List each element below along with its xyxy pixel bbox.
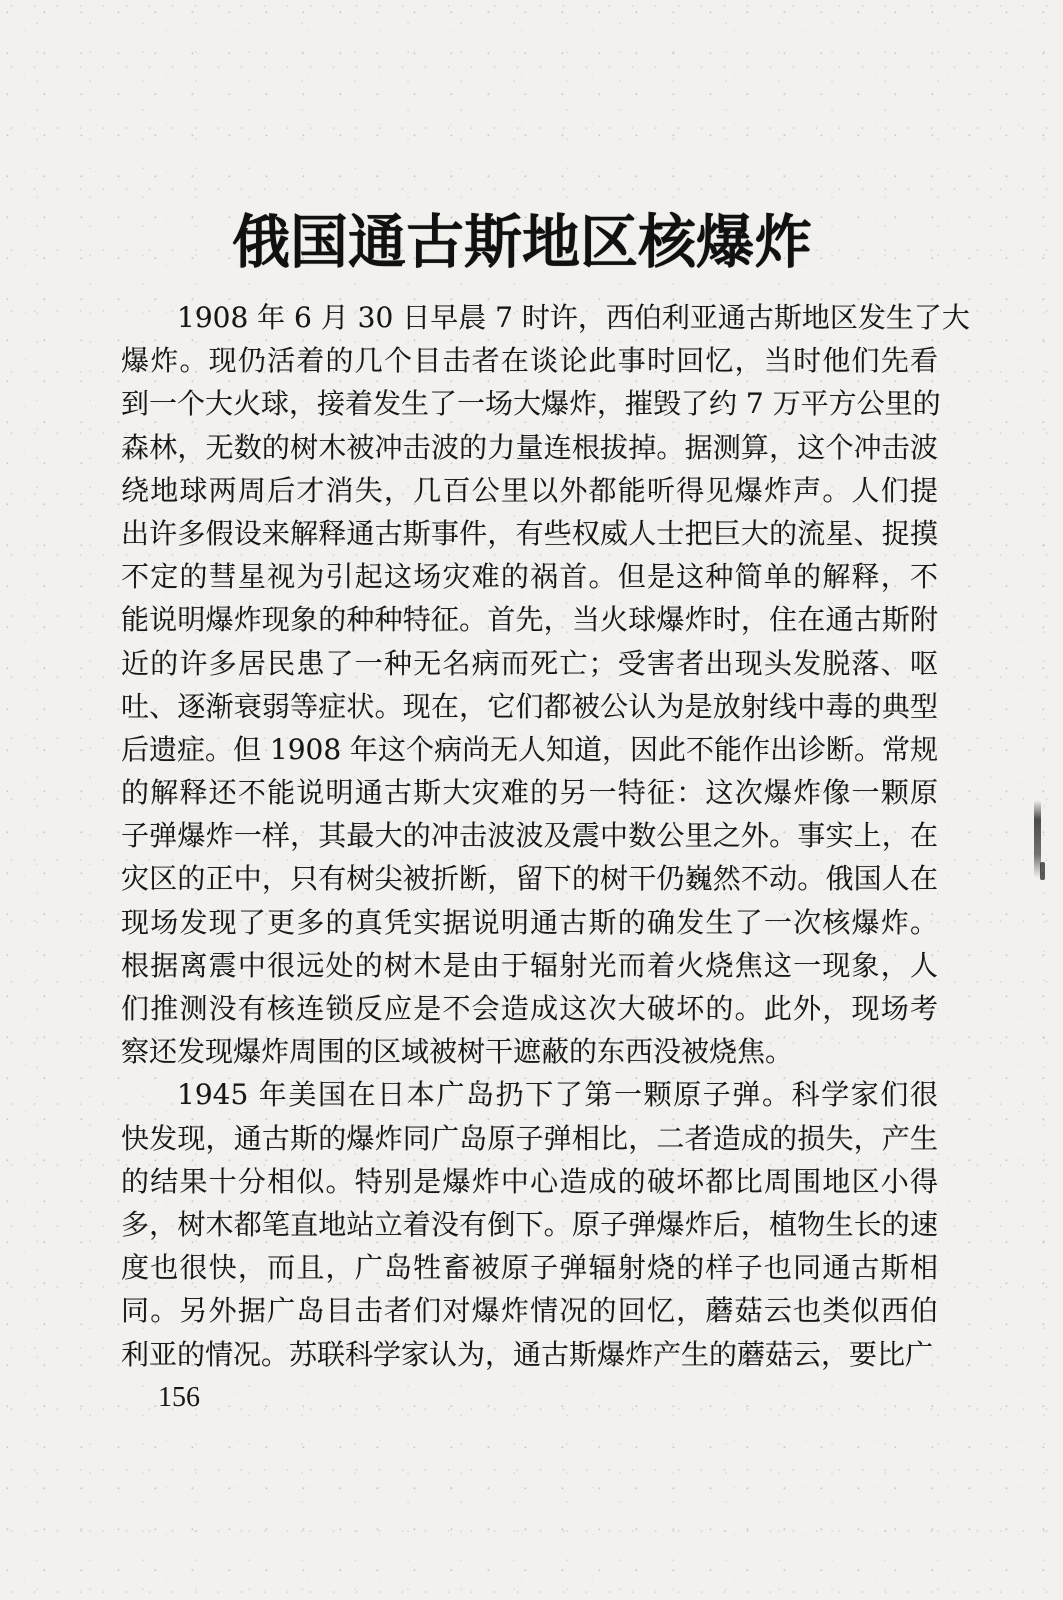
paragraph	[121, 1073, 938, 1375]
text-line: 现场发现了更多的真凭实据说明通古斯的确发生了一次核爆炸。	[121, 905, 938, 939]
text-line: 能说明爆炸现象的种种特征。首先，当火球爆炸时，住在通古斯附	[121, 603, 938, 637]
text-line: 多，树木都笔直地站立着没有倒下。原子弹爆炸后，植物生长的速	[121, 1207, 938, 1241]
text-line: 灾区的正中，只有树尖被折断，留下的树干仍巍然不动。俄国人在	[121, 862, 938, 896]
text-line: 的结果十分相似。特别是爆炸中心造成的破坏都比周围地区小得	[121, 1164, 938, 1198]
chapter-title: 俄国通古斯地区核爆炸	[231, 207, 812, 276]
text-line: 绕地球两周后才消失，几百公里以外都能听得见爆炸声。人们提	[121, 473, 938, 507]
text-line: 根据离震中很远处的树木是由于辐射光而着火烧焦这一现象，人	[121, 948, 938, 982]
text-line: 利亚的情况。苏联科学家认为，通古斯爆炸产生的蘑菇云，要比广	[121, 1337, 934, 1371]
text-line: 的解释还不能说明通古斯大灾难的另一特征：这次爆炸像一颗原	[121, 776, 938, 810]
text-line: 出许多假设来解释通古斯事件，有些权威人士把巨大的流星、捉摸	[121, 516, 938, 550]
text-line: 到一个大火球，接着发生了一场大爆炸，摧毁了约 7 万平方公里的	[121, 387, 941, 421]
text-line: 度也很快，而且，广岛牲畜被原子弹辐射烧的样子也同通古斯相	[121, 1251, 938, 1285]
text-line: 吐、逐渐衰弱等症状。现在，它们都被公认为是放射线中毒的典型	[121, 689, 938, 723]
paragraph	[121, 296, 970, 1073]
text-line: 爆炸。现仍活着的几个目击者在谈论此事时回忆，当时他们先看	[121, 344, 938, 378]
text-line: 后遗症。但 1908 年这个病尚无人知道，因此不能作出诊断。常规	[121, 732, 939, 766]
text-line: 森林，无数的树木被冲击波的力量连根拔掉。据测算，这个冲击波	[121, 430, 938, 464]
text-line: 1945 年美国在日本广岛扔下了第一颗原子弹。科学家们很	[177, 1078, 938, 1112]
text-line: 同。另外据广岛目击者们对爆炸情况的回忆，蘑菇云也类似西伯	[121, 1294, 938, 1328]
text-line: 子弹爆炸一样，其最大的冲击波波及震中数公里之外。事实上，在	[121, 819, 938, 853]
text-line: 1908 年 6 月 30 日早晨 7 时许，西伯利亚通古斯地区发生了大	[177, 301, 970, 334]
text-line: 近的许多居民患了一种无名病而死亡；受害者出现头发脱落、呕	[121, 646, 938, 680]
text-line: 们推测没有核连锁反应是不会造成这次大破坏的。此外，现场考	[121, 992, 938, 1025]
page-number: 156	[158, 1382, 200, 1413]
text-line: 不定的彗星视为引起这场灾难的祸首。但是这种简单的解释，不	[121, 560, 938, 594]
scan-edge-mark	[1040, 862, 1045, 880]
body-text	[121, 296, 970, 1376]
text-line: 察还发现爆炸周围的区域被树干遮蔽的东西没被烧焦。	[121, 1035, 794, 1069]
text-line: 快发现，通古斯的爆炸同广岛原子弹相比，二者造成的损失，产生	[121, 1121, 938, 1155]
